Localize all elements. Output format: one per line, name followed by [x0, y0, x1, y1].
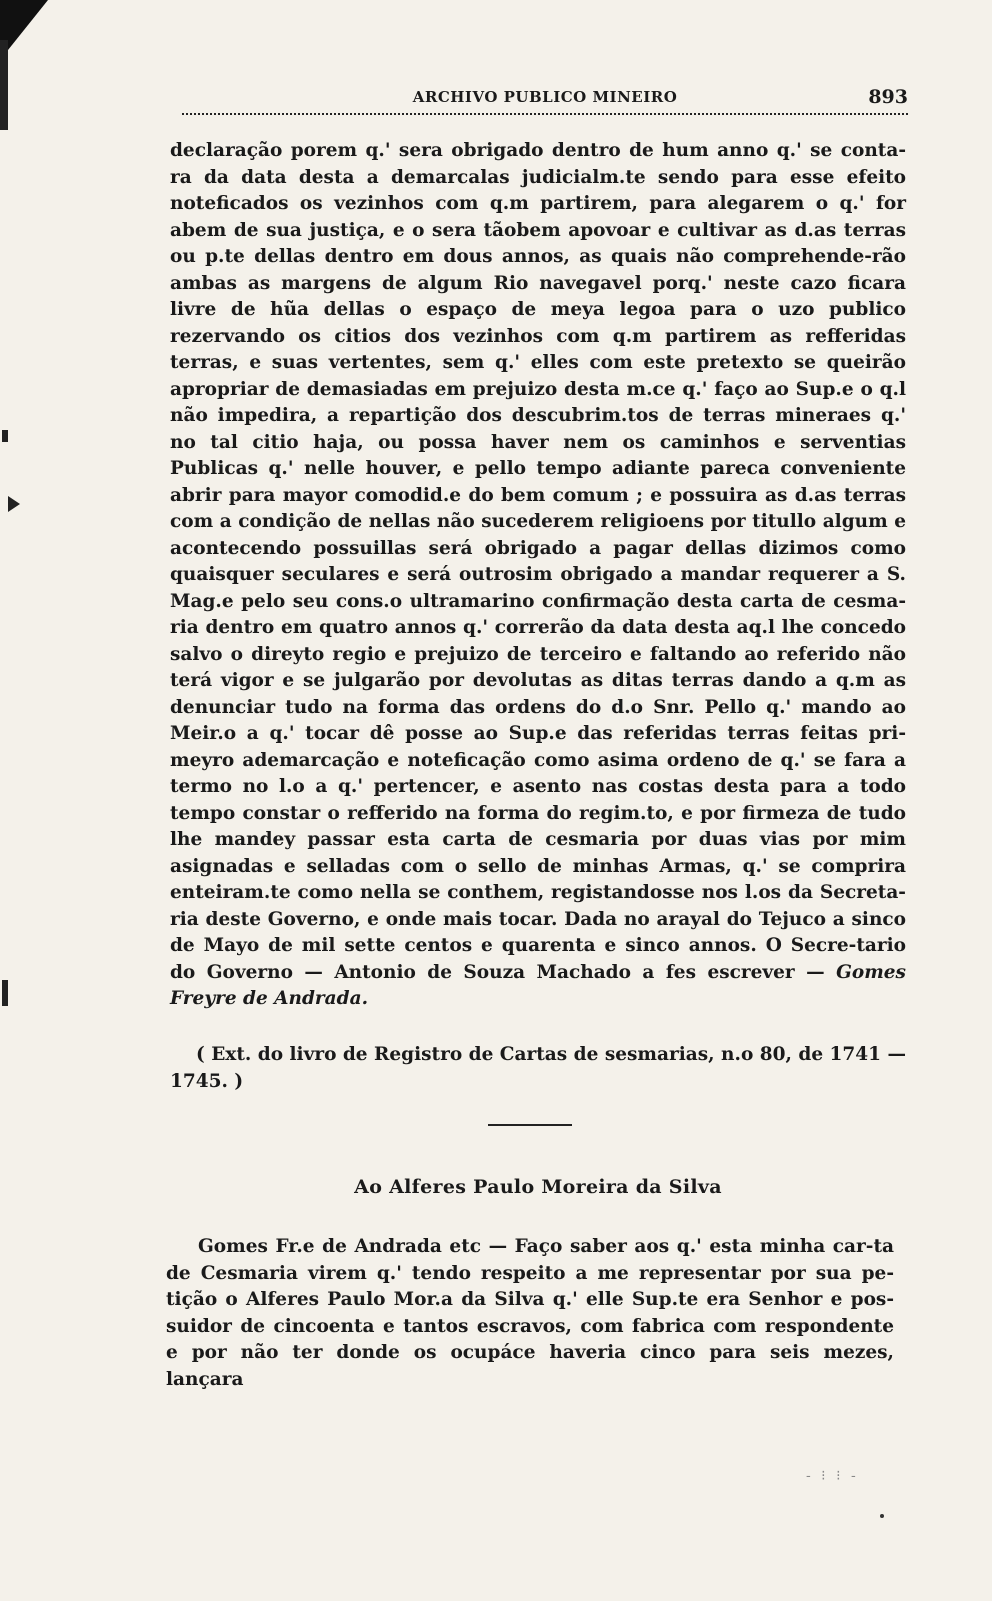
body-paragraph: [170, 138, 906, 1013]
running-header-title: ARCHIVO PUBLICO MINEIRO: [412, 88, 678, 106]
section-paragraph: Gomes Fr.e de Andrada etc — Faço saber aos q.' esta minha car-ta de Cesmaria virem q.' tendo respeito a me representar por sua pe-tição o Alferes Paulo Mor.a da Silva q.' elle Sup.te era Senhor e pos-suidor de cincoenta e tantos escravos, com fabrica com respondente e por não ter donde os ocupáce haveria cinco para seis mezes, lançara: [166, 1236, 894, 1390]
scan-smudge: - ⁝ ⁝ -: [806, 1468, 859, 1484]
page-number: 893: [868, 86, 908, 108]
margin-mark: [2, 980, 8, 1006]
body-main-text: declaração porem q.' sera obrigado dentro de hum anno q.' se conta-ra da data desta a demarcalas judicialm.te sendo para esse efeito noteficados os vezinhos com q.m partirem, para alegarem o q.' for abem de sua justiça, e o sera tãobem apovoar e cultivar as d.as terras ou p.te dellas dentro em dous annos, as quais não comprehende-rão ambas as margens de algum Rio navegavel porq.' neste cazo ficara livre de hũa dellas o espaço de meya legoa para o uzo publico rezervando os citios dos vezinhos com q.m partirem as refferidas terras, e suas vertentes, sem q.' elles com este pretexto se queirão apropriar de demasiadas em prejuizo desta m.ce q.' faço ao Sup.e o q.l não impedira, a repartição dos descubrim.tos de terras mineraes q.' no tal citio haja, ou possa haver nem os caminhos e serventias Publicas q.' nelle houver, e pello tempo adiante pareca conveniente abrir para mayor comodid.e do bem comum ; e possuira as d.as terras com a condição de nellas não sucederem religioens por titullo algum e acontecendo possuillas será obrigado a pagar dellas dizimos como quaisquer seculares e será outrosim obrigado a mandar requerer a S. Mag.e pelo seu cons.o ultramarino confirmação desta carta de cesma-ria dentro em quatro annos q.' correrão da data desta aq.l lhe concedo salvo o direyto regio e prejuizo de terceiro e faltando ao referido não terá vigor e se julgarão por devolutas as ditas terras dando a q.m as denunciar tudo na forma das ordens do d.o Snr. Pello q.' mando ao Meir.o a q.' tocar dê posse ao Sup.e das referidas terras feitas pri-meyro ademarcação e noteficação como asima ordeno de q.' se fara a termo no l.o a q.' pertencer, e asento nas costas desta para a todo tempo constar o refferido na forma do regim.to, e por firmeza de tudo lhe mandey passar esta carta de cesmaria por duas vias por mim asignadas e selladas com o sello de minhas Armas, q.' se comprira enteiram.te como nella se conthem, registandosse nos l.os da Secreta-ria deste Governo, e onde mais tocar. Dada no arayal do Tejuco a sinco de Mayo de mil sette centos e quarenta e sinco annos. O Secre-tario do Governo — Antonio de Souza Machado a fes escrever —: [170, 140, 906, 983]
header-rule: [182, 113, 908, 115]
section-divider: [488, 1124, 572, 1126]
margin-arrow-mark: [8, 496, 20, 512]
running-header: [182, 86, 908, 114]
signature-text: Gomes Freyre de Andrada.: [170, 961, 906, 1009]
scan-speck: [880, 1514, 884, 1518]
source-citation: ( Ext. do livro de Registro de Cartas de sesmarias, n.o 80, de 1741 — 1745. ): [170, 1044, 906, 1092]
binding-edge-bar: [0, 40, 8, 130]
margin-mark: [2, 430, 8, 442]
section-heading: Ao Alferes Paulo Moreira da Silva: [354, 1176, 722, 1198]
